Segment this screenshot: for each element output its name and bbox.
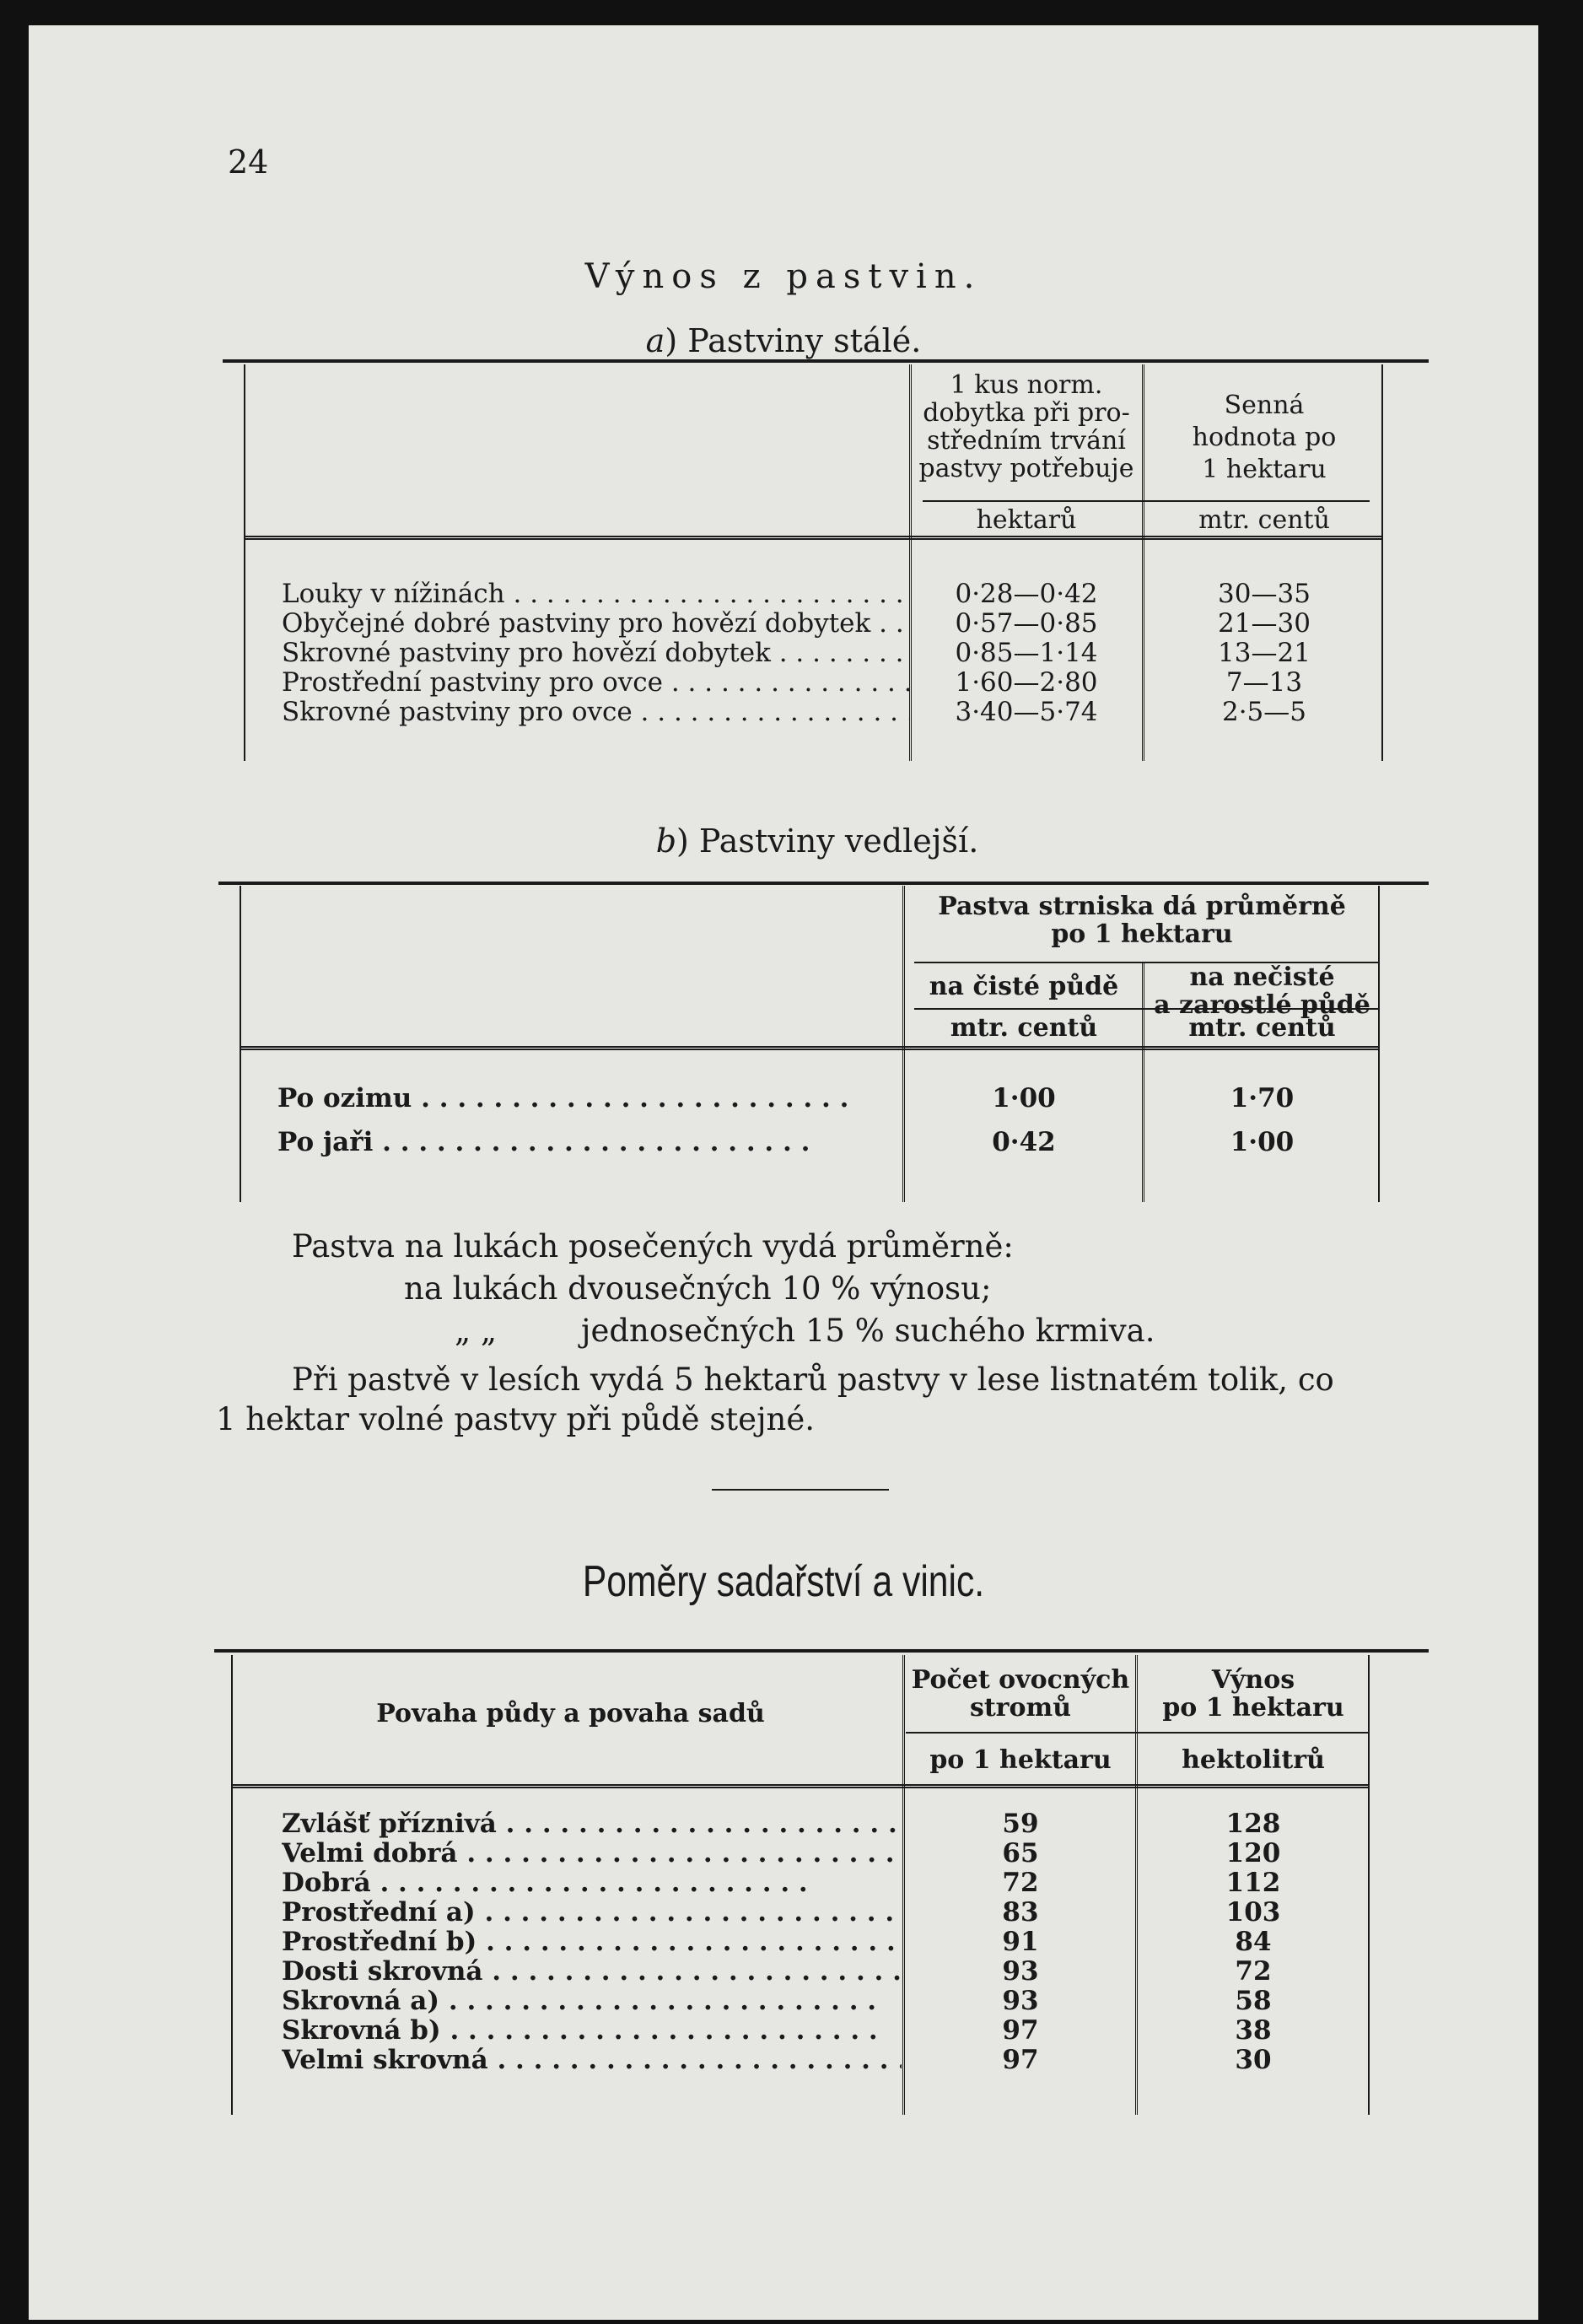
page-number: 24	[228, 143, 269, 181]
table-cell-v1: 97	[1002, 2015, 1039, 2046]
header-line: po 1 hektaru	[1162, 1693, 1344, 1723]
table3-left-line	[231, 1655, 233, 2115]
table-cell-v2: 120	[1225, 1838, 1281, 1868]
table-cell-v1: 91	[1002, 1927, 1039, 1957]
table-row-label	[277, 1128, 902, 1157]
table-cell-v2: 21—30	[1218, 608, 1311, 639]
table1-header-underline	[923, 500, 1370, 502]
leader-dots	[371, 1868, 808, 1898]
table-cell-v1: 0·28—0·42	[955, 579, 1098, 609]
table-cell-v2: 1·00	[1230, 1127, 1295, 1157]
header-line: Počet ovocných	[911, 1665, 1130, 1695]
table-cell-v2: 30	[1235, 2045, 1272, 2075]
table-cell-v2: 2·5—5	[1221, 697, 1307, 727]
table3-col-divider1	[902, 1655, 905, 2115]
table-row-label	[277, 1084, 902, 1113]
table-row-label	[282, 1957, 902, 1987]
table-cell-v1: 3·40—5·74	[955, 697, 1098, 727]
table-cell-v1: 65	[1002, 1838, 1039, 1868]
subtitle-letter: a	[645, 322, 665, 359]
subtitle-text: ) Pastviny vedlejší.	[676, 822, 979, 860]
header-line: hodnota po	[1192, 423, 1337, 452]
table-cell-v2: 72	[1235, 1956, 1272, 1987]
header-line: stromů	[969, 1693, 1072, 1723]
subtitle-vedlejsi	[62, 822, 1538, 860]
header-line: Senná	[1224, 391, 1305, 420]
header-line: Výnos	[1211, 1665, 1295, 1695]
table-row-label	[282, 609, 910, 639]
header-line: a zarostlé půdě	[1154, 990, 1370, 1020]
leader-dots	[870, 609, 910, 639]
table2-top-rule	[218, 882, 1429, 885]
table-row-label	[282, 2046, 902, 2075]
table3-header-rule	[231, 1784, 1370, 1788]
table2-right-line	[1378, 886, 1380, 1202]
table2-header-rule	[240, 1046, 1378, 1050]
table2-left-line	[240, 886, 241, 1202]
table-cell-v2: 7—13	[1225, 667, 1303, 698]
table-cell-v1: 97	[1002, 2045, 1039, 2075]
table-cell-v1: 93	[1002, 1956, 1039, 1987]
table-cell-v1: 1·00	[992, 1083, 1056, 1113]
table-row-label	[282, 1809, 902, 1839]
row-label-text: Po jaři	[277, 1128, 374, 1157]
leader-dots	[482, 1957, 902, 1987]
table2-header-span	[906, 892, 1378, 948]
paragraph-les-line2: 1 hektar volné pastvy při půdě stejné.	[216, 1401, 816, 1437]
row-label-text: Skrovná a)	[282, 1987, 440, 2016]
leader-dots	[373, 1128, 810, 1157]
table3-header-label: Povaha půdy a povaha sadů	[376, 1699, 765, 1728]
row-label-text: Po ozimu	[277, 1084, 412, 1113]
paragraph-jednosecne: jednosečných 15 % suchého krmiva.	[581, 1313, 1155, 1349]
table1-header-col2	[1146, 390, 1382, 486]
table-row-label	[282, 1839, 902, 1868]
table-cell-v1: 72	[1002, 1868, 1039, 1898]
leader-dots	[497, 1809, 902, 1839]
row-label-text: Louky v nížinách	[282, 580, 505, 609]
table-cell-v2: 1·70	[1230, 1083, 1295, 1113]
section-divider	[712, 1489, 889, 1491]
table-row-label	[282, 698, 910, 727]
table-cell-v1: 0·85—1·14	[955, 638, 1098, 668]
row-label-text: Dosti skrovná	[282, 1957, 483, 1987]
table-cell-v1: 83	[1002, 1897, 1039, 1928]
paragraph-pastva-lukach: Pastva na lukách posečených vydá průměrně:	[292, 1228, 1014, 1264]
table-cell-v2: 112	[1225, 1868, 1281, 1898]
section-title-pastviny: Výnos z pastvin.	[584, 257, 983, 296]
header-line: 1 hektaru	[1202, 455, 1327, 484]
header-line: pastvy potřebuje	[918, 454, 1134, 483]
leader-dots	[476, 1898, 902, 1928]
table-cell-v2: 58	[1235, 1986, 1272, 2016]
leader-dots	[505, 580, 904, 609]
row-label-text: Velmi dobrá	[282, 1839, 458, 1868]
table3-top-rule	[214, 1649, 1429, 1653]
table2-unit-col1: mtr. centů	[950, 1013, 1098, 1043]
table-row-label	[282, 1868, 902, 1898]
table3-unit-col1: po 1 hektaru	[929, 1745, 1112, 1775]
table3-header-underline	[906, 1732, 1370, 1734]
document-page	[29, 25, 1538, 2320]
table2-col-divider1	[902, 886, 905, 1202]
table3-header-col1	[906, 1666, 1135, 1722]
table2-header-col2	[1146, 963, 1378, 1019]
table1-header-col1	[913, 371, 1140, 483]
section-title-sadarstvi: Poměry sadařství a vinic.	[582, 1557, 985, 1606]
table-row-label	[282, 668, 910, 698]
header-line: středním trvání	[927, 426, 1126, 456]
table-cell-v2: 30—35	[1218, 579, 1311, 609]
table-cell-v2: 128	[1225, 1809, 1281, 1839]
row-label-text: Skrovné pastviny pro hovězí dobytek	[282, 639, 771, 668]
table-row-label	[282, 1987, 902, 2016]
table3-unit-col2: hektolitrů	[1182, 1745, 1325, 1775]
table1-col-divider2	[1142, 364, 1144, 761]
header-line: dobytka při pro-	[923, 398, 1130, 428]
leader-dots	[663, 668, 910, 698]
table-cell-v1: 0·57—0·85	[955, 608, 1098, 639]
paragraph-dvousecne: na lukách dvousečných 10 % výnosu;	[404, 1270, 992, 1307]
table2-unit-col2: mtr. centů	[1188, 1013, 1336, 1043]
table-cell-v1: 0·42	[992, 1127, 1056, 1157]
table-row-label	[282, 580, 910, 609]
row-label-text: Prostřední pastviny pro ovce	[282, 668, 663, 698]
table-row-label	[282, 639, 910, 668]
table-cell-v2: 103	[1225, 1897, 1281, 1928]
row-label-text: Obyčejné dobré pastviny pro hovězí dobytek	[282, 609, 871, 639]
table-cell-v1: 93	[1002, 1986, 1039, 2016]
table-row-label	[282, 2016, 902, 2046]
table1-top-rule	[223, 359, 1429, 363]
leader-dots	[488, 2046, 902, 2075]
table3-col-divider2	[1135, 1655, 1138, 2115]
subtitle-letter: b	[655, 822, 677, 860]
table-row-label	[282, 1898, 902, 1928]
leader-dots	[458, 1839, 895, 1868]
table2-col-divider2	[1142, 963, 1144, 1202]
header-line: Pastva strniska dá průměrně	[938, 892, 1346, 921]
leader-dots	[441, 2016, 878, 2046]
table3-header-col2	[1139, 1666, 1368, 1722]
table-cell-v1: 59	[1002, 1809, 1039, 1839]
leader-dots	[439, 1987, 876, 2016]
header-line: po 1 hektaru	[1051, 919, 1233, 949]
table1-left-line	[244, 364, 245, 761]
table2-header-col1: na čisté půdě	[929, 972, 1119, 1001]
row-label-text: Dobrá	[282, 1868, 371, 1898]
paragraph-ditto-marks: „ „	[455, 1313, 498, 1349]
header-line: 1 kus norm.	[950, 370, 1103, 400]
table1-unit-col2: mtr. centů	[1198, 505, 1330, 535]
table-row-label	[282, 1928, 902, 1957]
leader-dots	[477, 1928, 902, 1957]
paragraph-les-line1: Při pastvě v lesích vydá 5 hektarů pastvy v lese listnatém tolik, co	[292, 1362, 1334, 1398]
leader-dots	[771, 639, 910, 668]
table3-right-line	[1368, 1655, 1370, 2115]
table-cell-v1: 1·60—2·80	[955, 667, 1098, 698]
leader-dots	[412, 1084, 848, 1113]
table-cell-v2: 84	[1235, 1927, 1272, 1957]
header-line: na nečisté	[1189, 962, 1335, 992]
table-cell-v2: 13—21	[1218, 638, 1311, 668]
row-label-text: Skrovné pastviny pro ovce	[282, 698, 633, 727]
table1-unit-col1: hektarů	[976, 505, 1077, 535]
row-label-text: Skrovná b)	[282, 2016, 441, 2046]
subtitle-text: ) Pastviny stálé.	[665, 322, 922, 359]
table-cell-v2: 38	[1235, 2015, 1272, 2046]
subtitle-stale	[29, 322, 1538, 359]
table1-header-rule	[244, 536, 1382, 540]
row-label-text: Zvlášť příznivá	[282, 1809, 497, 1839]
leader-dots	[633, 698, 910, 727]
row-label-text: Velmi skrovná	[282, 2046, 488, 2075]
row-label-text: Prostřední b)	[282, 1928, 477, 1957]
row-label-text: Prostřední a)	[282, 1898, 476, 1928]
